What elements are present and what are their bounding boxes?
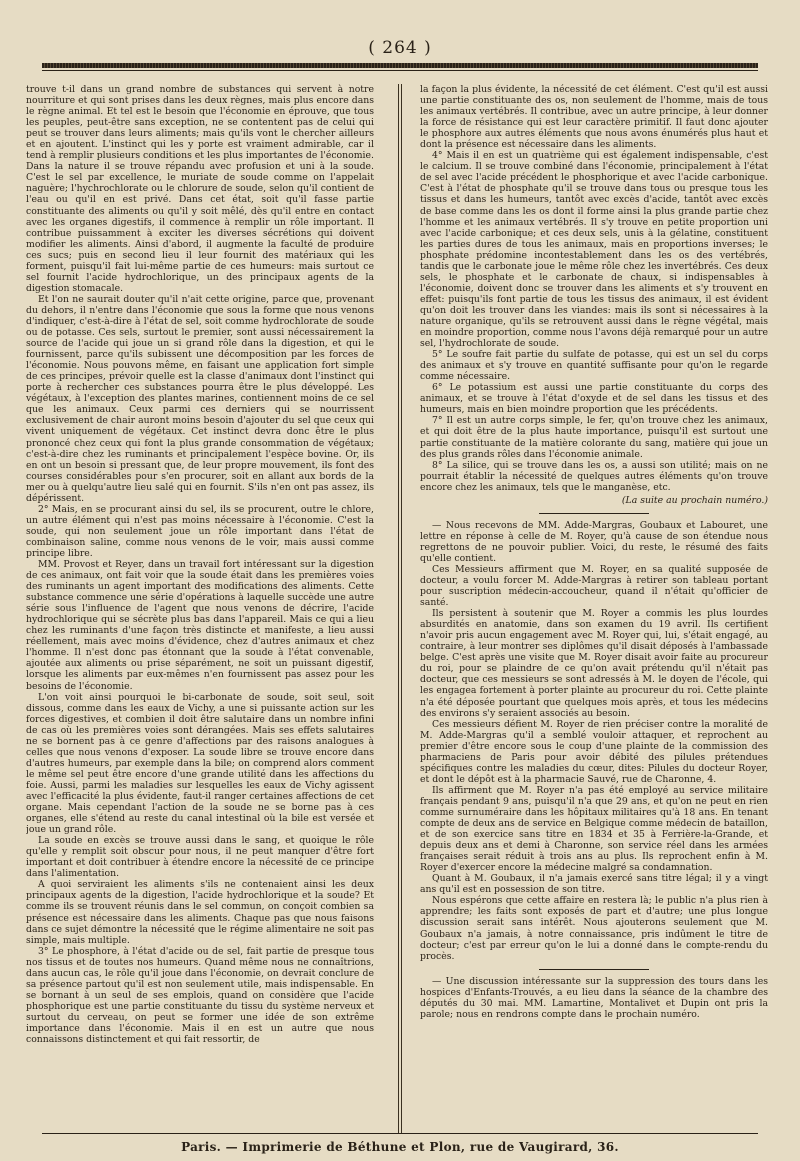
paragraph: 2° Mais, en se procurant ainsi du sel, ils se procurent, outre le chlore, un autre élément qui n'est pas moins nécessaire à l'économie. C'est la soude, qui non seulement joue un rôle important dans l'état de combinaison saline, comme nous venons de le voir, mais aussi comme principe libre. — [26, 503, 374, 559]
printer-imprint: Paris. — Imprimerie de Béthune et Plon, rue de Vaugirard, 36. — [181, 1140, 619, 1154]
paragraph: La soude en excès se trouve aussi dans le sang, et quoique le rôle qu'elle y remplit soit obscur pour nous, il ne peut manquer d'être fort important et doit contribuer à étendre encore la nécessité de ce principe dans l'alimentation. — [26, 835, 374, 880]
paragraph: Et l'on ne saurait douter qu'il n'ait cette origine, parce que, provenant du dehors, il n'entre dans l'économie que sous la forme que nous venons d'indiquer, c'est-à-dire à l'état de sel, soit comme hydrochlorate de soude ou de potasse. Ces sels, surtout le premier, sont aussi nécessairement la source de l'acide qui joue un si grand rôle dans la digestion, et qui le fournissent, parce qu'ils subissent une décomposition par les forces de l'économie. Nous pouvons même, en faisant une application fort simple de ces principes, prévoir quelle est la classe d'animaux dont l'instinct qui porte à rechercher ces substances pourra être le plus développé. Les végétaux, à l'exception des plantes marines, contiennent moins de ce sel que les animaux. Ceux parmi ces derniers qui se nourrissent exclusivement de chair auront moins besoin d'ajouter du sel que ceux qui vivent uniquement de végétaux. Cet instinct devra donc être le plus prononcé chez ceux qui font la plus grande consommation de végétaux; c'est-à-dire chez les ruminants et principalement l'espèce bovine. Or, ils en ont un besoin si pressant que, de leur propre mouvement, ils font des courses considérables pour s'en procurer, soit en allant aux bords de la mer ou à quelqu'autre lieu salé qui en fournit. S'ils n'en ont pas assez, ils dépérissent. — [26, 293, 374, 504]
news-paragraph: Ils affirment que M. Royer n'a pas été employé au service militaire français pendant 9 ans, puisqu'il n'a que 29 ans, et qu'on ne peut en rien comme surnuméraire dans les hôpitaux militaires qu'à 18 ans. En tenant compte de deux ans de service en Belgique comme médecin de bataillon, et de son exercice sans titre en 1834 et 35 à Ferrière-la-Grande, et depuis deux ans et demi à Charonne, son service réel dans les armées françaises serait réduit à trois ans au plus. Ils reprochent enfin à M. Royer d'exercer encore la médecine malgré sa condamnation. — [420, 784, 768, 874]
news-paragraph: — Nous recevons de MM. Adde-Margras, Goubaux et Labouret, une lettre en réponse à celle de M. Royer, qu'à cause de son étendue nous regrettons de ne pouvoir publier. Voici, du reste, le résumé des faits qu'elle contient. — [420, 519, 768, 564]
news-paragraph: Nous espérons que cette affaire en restera là; le public n'a plus rien à apprendre; les faits sont exposés de part et d'autre; une plus longue discussion serait sans intérêt. Nous ajouterons seulement que M. Goubaux n'a jamais, à notre connaissance, pris indûment le titre de docteur; c'est par erreur qu'on le lui a donné dans le compte-rendu du procès. — [420, 895, 768, 962]
news-paragraph: Quant à M. Goubaux, il n'a jamais exercé sans titre légal; il y a vingt ans qu'il est en possession de son titre. — [420, 873, 768, 896]
column-divider — [398, 84, 402, 1134]
paragraph: 4° Mais il en est un quatrième qui est également indispensable, c'est le calcium. Il se trouve combiné dans l'économie, principalement à l'état de sel avec l'acide précédent le phosphorique et avec l'acide carbonique. C'est à l'état de phosphate qu'il se trouve dans tous ou presque tous les tissus et dans les humeurs, tantôt avec excès d'acide, tantôt avec excès de base comme dans les os dont il forme ainsi la plus grande partie chez l'homme et les animaux vertébrés. Il s'y trouve en petite proportion uni avec l'acide carbonique; et ces deux sels, unis à la gélatine, constituent les parties dures de tous les animaux, mais en proportions inverses; le phosphate prédomine incontestablement dans les os des vertébrés, tandis que le carbonate joue le même rôle chez les invertébrés. Ces deux sels, le phosphate et le carbonate de chaux, si indispensables à l'économie, doivent donc se trouver dans les aliments et s'y trouvent en effet: puisqu'ils font partie de tous les tissus des animaux, il est évident qu'on doit les trouver dans les viandes: mais ils sont si nécessaires à la nature organique, qu'ils se retrouvent aussi dans le règne végétal, mais en moindre proportion, comme nous l'avons déjà remarqué pour un autre sel, l'hydrochlorate de soude. — [420, 150, 768, 350]
bottom-rule — [42, 1133, 758, 1134]
paragraph: 7° Il est un autre corps simple, le fer, qu'on trouve chez les animaux, et qui doit être de la plus haute importance, puisqu'il est surtout une partie constituante de la matière colorante du sang, matière qui joue un des plus grands rôles dans l'économie animale. — [420, 415, 768, 460]
news-paragraph: Ils persistent à soutenir que M. Royer a commis les plus lourdes absurdités en anatomie, dans son examen du 19 avril. Ils certifient n'avoir pris aucun engagement avec M. Royer qui, lui, s'était engagé, au contraire, à leur montrer ses diplômes qu'il disait déposés à l'ambassade belge. C'est après une visite que M. Royer disait avoir faite au procureur du roi, pour se plaindre de ce qu'on avait prétendu qu'il n'était pas docteur, que ces messieurs se sont adressés à M. le doyen de l'école, qui les engagea fortement à porter plainte au procureur du roi. Cette plainte n'a été déposée pourtant que quelques mois après, et tous les médecins des environs s'y seraient associés au besoin. — [420, 608, 768, 719]
paragraph: 5° Le soufre fait partie du sulfate de potasse, qui est un sel du corps des animaux et s'y trouve en quantité suffisante pour qu'on le regarde comme nécessaire. — [420, 349, 768, 383]
paragraph: A quoi serviraient les aliments s'ils ne contenaient ainsi les deux principaux agents de la digestion, l'acide hydrochlorique et la soude? Et comme ils se trouvent réunis dans le sel commun, on conçoit combien sa présence est nécessaire dans les aliments. Chaque pas que nous faisons dans ce sujet démontre la nécessité que le régime alimentaire ne soit pas simple, mais multiple. — [26, 879, 374, 946]
news-paragraph: Ces messieurs défient M. Royer de rien préciser contre la moralité de M. Adde-Margras qu'il a semblé vouloir attaquer, et reprochent au premier d'être encore sous le coup d'une plainte de la commission des pharmaciens de Paris pour avoir débité des pilules prétendues spécifiques contre les maladies du cœur, dites: Pilules du docteur Royer, et dont le dépôt est à la pharmacie Sauvé, rue de Charonne, 4. — [420, 718, 768, 785]
page-number: ( 264 ) — [368, 38, 432, 58]
news-paragraph: — Une discussion intéressante sur la suppression des tours dans les hospices d'Enfants-Trouvés, a eu lieu dans la séance de la chambre des députés du 30 mai. MM. Lamartine, Montalivet et Dupin ont pris la parole; nous en rendrons compte dans le prochain numéro. — [420, 975, 768, 1020]
paragraph: L'on voit ainsi pourquoi le bi-carbonate de soude, soit seul, soit dissous, comme dans les eaux de Vichy, a une si puissante action sur les forces digestives, et combien il doit être salutaire dans un nombre infini de cas où les premières voies sont dérangées. Mais ses effets salutaires ne se bornent pas à ce genre d'affections par des raisons analogues à celles que nous venons d'exposer. La soude libre se trouve encore dans d'autres humeurs, par exemple dans la bile; on comprend alors comment le même sel peut être encore d'une grande utilité dans les affections du foie. Aussi, parmi les maladies sur lesquelles les eaux de Vichy agissent avec l'efficacité la plus évidente, faut-il ranger certaines affections de cet organe. Mais cependant l'action de la soude ne se borne pas à ces organes, elle s'étend au reste du canal intestinal où la bile est versée et joue un grand rôle. — [26, 691, 374, 836]
paragraph: 6° Le potassium est aussi une partie constituante du corps des animaux, et se trouve à l'état d'oxyde et de sel dans les tissus et des humeurs, mais en bien moindre proportion que les précédents. — [420, 382, 768, 416]
paragraph: la façon la plus évidente, la nécessité de cet élément. C'est qu'il est aussi une partie constituante des os, non seulement de l'homme, mais de tous les animaux vertébrés. Il contribue, avec un autre principe, à leur donner la force de résistance qui est leur caractère primitif. Il faut donc ajouter le phosphore aux autres éléments que nous avons énumérés plus haut et dont la présence est nécessaire dans les aliments. — [420, 84, 768, 151]
paragraph: trouve t-il dans un grand nombre de substances qui servent à notre nourriture et qui sont prises dans les deux règnes, mais plus encore dans le règne animal. Et tel est le besoin que l'économie en éprouve, que tous les peuples, peut-être sans exception, ne se contentent pas de celui qui peut se trouver dans leurs aliments; mais qu'ils vont le chercher ailleurs et en ajoutent. L'instinct qui les y porte est vraiment admirable, car il tend à remplir plusieurs conditions et les plus importantes de l'économie. Dans la nature il se trouve répandu avec profusion et uni à la soude. C'est le sel par excellence, le muriate de soude comme on l'appelait naguère; l'hychrochlorate ou le chlorure de soude, selon qu'il contient de l'eau ou qu'il en est privé. Dans cet état, soit qu'il fasse partie constituante des aliments ou qu'il y soit mêlé, dès qu'il entre en contact avec les organes digestifs, il commence à remplir un rôle important. Il contribue puissamment à exciter les diverses sécrétions qui doivent modifier les aliments. Ainsi d'abord, il augmente la faculté de produire ces sucs; puis en second lieu il leur fournit des matériaux qui les forment, puisqu'il fait lui-même partie de ces humeurs: mais surtout ce sel fournit l'acide hydrochlorique, un des principaux agents de la digestion stomacale. — [26, 84, 374, 294]
news-paragraph: Ces Messieurs affirment que M. Royer, en sa qualité supposée de docteur, a voulu forcer M. Adde-Margras à retirer son tableau portant pour suscription médecin-accoucheur, quand il n'était qu'officier de santé. — [420, 563, 768, 609]
top-rule — [42, 63, 758, 68]
top-rule-thin — [42, 70, 758, 71]
paragraph: MM. Provost et Reyer, dans un travail fort intéressant sur la digestion de ces animaux, ont fait voir que la soude était dans les premières voies des ruminants un agent important des modifications des aliments. Cette substance commence une série d'opérations à laquelle succède une autre série sous l'influence de l'agent que nous venons de décrire, l'acide hydrochlorique qui se sécrète plus bas dans l'appareil. Mais ce qui a lieu chez les ruminants d'une façon très distincte et manifeste, a lieu aussi réellement, mais avec moins d'évidence, chez d'autres animaux et chez l'homme. Il n'est donc pas étonnant que la soude à l'état convenable, ajoutée aux aliments ou prise séparément, ne soit un puissant digestif, lorsque les aliments par eux-mêmes n'en fournissent pas assez pour les besoins de l'économie. — [26, 559, 374, 692]
continued-note: (La suite au prochain numéro.) — [621, 494, 768, 506]
right-column — [420, 84, 768, 1129]
section-separator — [539, 513, 649, 514]
paragraph: 3° Le phosphore, à l'état d'acide ou de sel, fait partie de presque tous nos tissus et de toutes nos humeurs. Quand même nous ne connaîtrions, dans aucun cas, le rôle qu'il joue dans l'économie, on devrait conclure de sa présence partout qu'il est non seulement utile, mais indispensable. En se bornant à un seul de ses emplois, quand on considère que l'acide phosphorique est une partie constituante du tissu du système nerveux et surtout du cerveau, on peut se former une idée de son extrême importance dans l'économie. Mais il en est un autre que nous connaissons distinctement et qui fait ressortir, de — [26, 945, 374, 1046]
paragraph: 8° La silice, qui se trouve dans les os, a aussi son utilité; mais on ne pourrait établir la nécessité de quelques autres éléments qu'on trouve encore chez les animaux, tels que le manganèse, etc. — [420, 459, 768, 493]
left-column — [26, 84, 374, 1129]
section-separator — [539, 969, 649, 970]
